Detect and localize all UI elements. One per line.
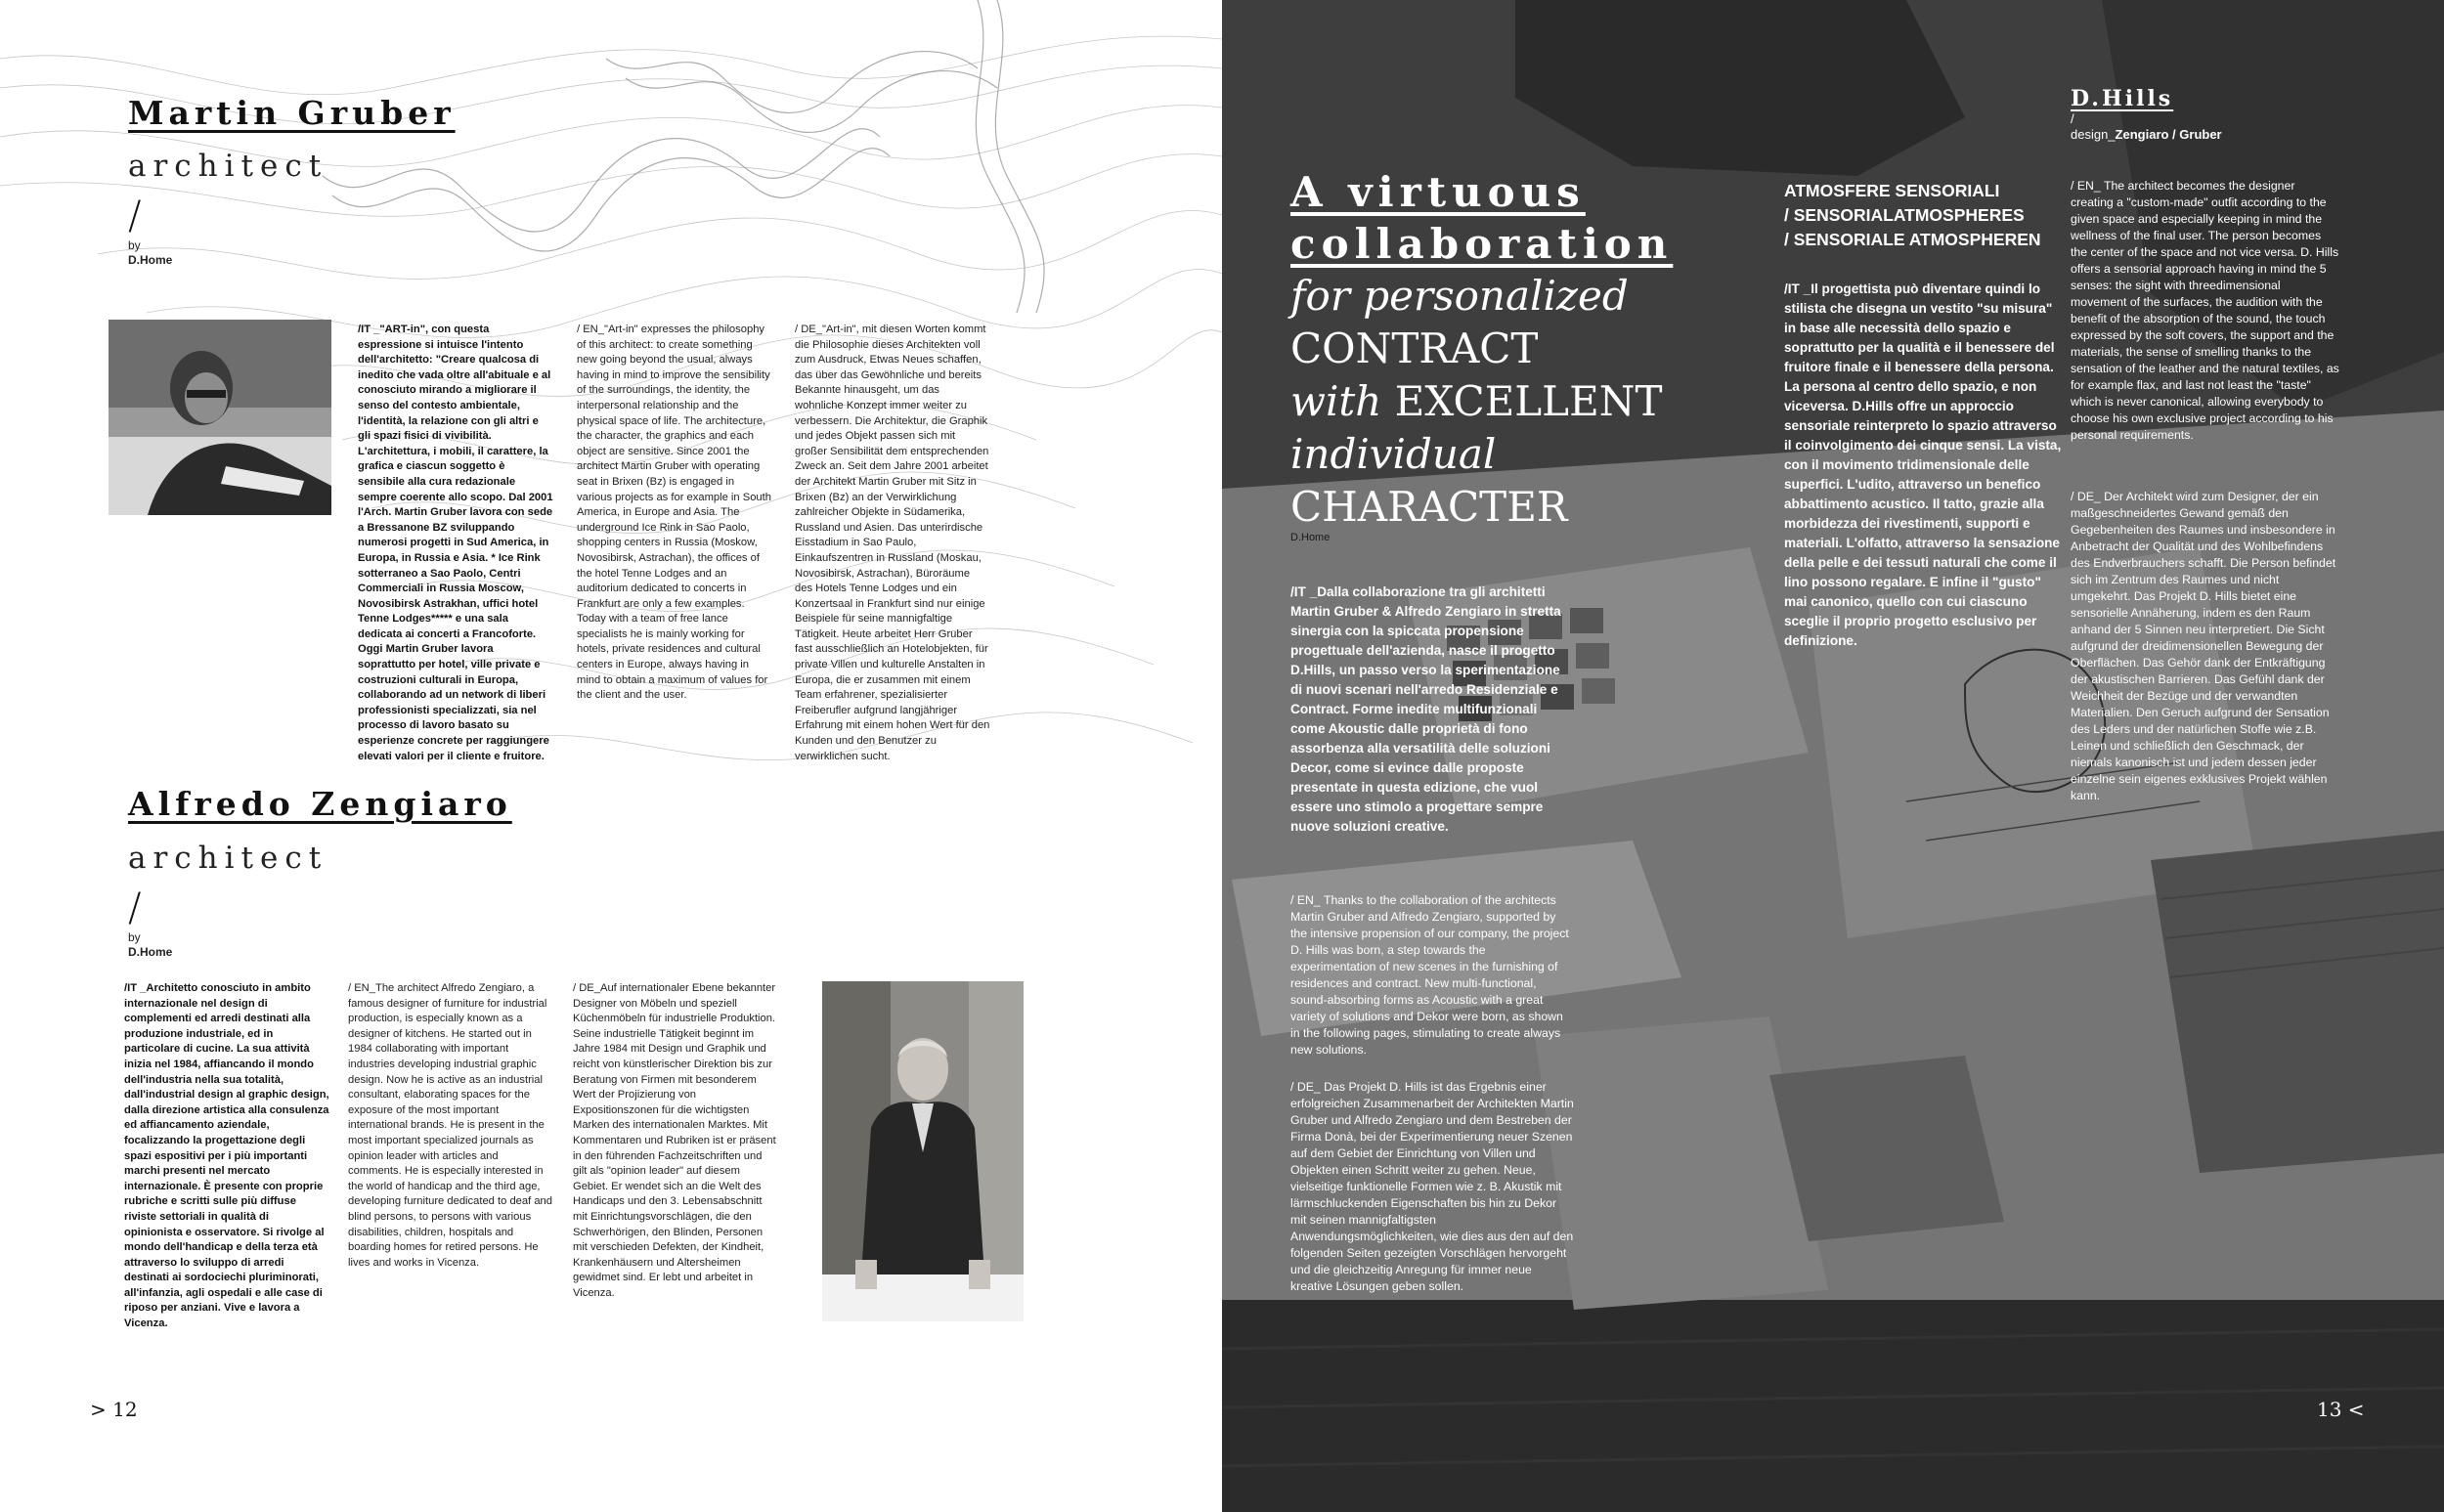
headline-line-7: CHARACTER <box>1290 483 1568 531</box>
headline-line-5 <box>1290 375 1673 428</box>
portrait-photo-gruber <box>109 320 331 515</box>
by-label: by <box>128 930 141 944</box>
by-brand: D.Home <box>128 253 173 267</box>
headline-line-5-italic: with <box>1290 377 1382 425</box>
byline-gruber <box>128 238 172 268</box>
headline-brand: D.Home <box>1290 532 1331 543</box>
gruber-bio-italian: /IT _"ART-in", con questa espressione si intuisce l'intento dell'architetto: "Creare qualcosa di inedito che vada oltre all'abituale e al conosciuto mirando a migliorare il senso del contesto ambientale, l'identità, la relazione con gli altri e gli spazi fisici di vivibilità. L'architettura, i mobili, il carattere, la grafica e ciascun soggetto è sensibile alla cura redazionale sempre coerente allo scopo. Dal 2001 l'Arch. Martin Gruber lavora con sede a Bressanone BZ sviluppando numerosi progetti in Sud America, in Europa, in Russia e Asia. * Ice Rink sotterraneo a Sao Paolo, Centri Commerciali in Russia Moscow, Novosibirsk Astrakhan, uffici hotel Tenne Lodges***** e una sala dedicata ai concerti a Francoforte. Oggi Martin Gruber lavora soprattutto per hotel, ville private e costruzioni culturali in Europa, collaborando ad un network di liberi professionisti specializzati, sia nel processo di lavoro basato su esperienze concrete per raggiungere elevati valori per il cliente e fruitore. <box>358 324 553 762</box>
sensorial-heading-line-3: / SENSORIALE ATMOSPHEREN <box>1784 230 2041 249</box>
sensorial-heading-line-1: ATMOSFERE SENSORIALI <box>1784 181 2000 200</box>
architect-name-gruber: Martin Gruber <box>128 94 456 132</box>
zengiaro-bio-english: / EN_The architect Alfredo Zengiaro, a famous designer of furniture for industrial production, is especially known as a designer of kitchens. He started out in 1984 collaborating with important industries developing industrial graphic design. Now he is active as an industrial consultant, elaborating spaces for the exposure of the most important international brands. He is present in the most important specialized journals as opinion leader with articles and comments. He is especially interested in the world of handicap and the third age, developing furniture dedicated to deaf and blind persons, to persons with various disabilities, children, hospitals and boarding homes for retired persons. He lives and works in Vicenza. <box>348 982 552 1269</box>
collaboration-text-english: / EN_ Thanks to the collaboration of the architects Martin Gruber and Alfredo Zengiaro, supported by the intensive propension of our company, the project D. Hills was born, a step towards the experimentation of new scenes in the furnishing of residences and contract. New multi-functional, sound-absorbing forms as Acoustic with a great variety of solutions and Dekor were born, as shown in the following pages, stimulating to create always new solutions. <box>1290 893 1569 1057</box>
gruber-bio-english: / EN_"Art-in" expresses the philosophy of this architect: to create something new going beyond the usual, always having in mind to improve the sensibility of the surroundings, the identity, the interpersonal relationship and the physical space of life. The architecture, the character, the graphics and each object are sensitive. Since 2001 the architect Martin Gruber with operating seat in Brixen (Bz) is engaged in various projects as for example in South America, in Europe and Asia. The underground Ice Rink in Sao Paolo, shopping centers in Russia (Moskow, Novosibirsk, Astrachan), the offices of the hotel Tenne Lodges and an auditorium dedicated to concerts in Frankfurt are only a few examples. Today with a team of free lance specialists he is mainly working for hotels, private residences and cultural centers in Europe, always having in mind to obtain a maximum of values for the client and the user. <box>577 324 771 702</box>
page-number-left: > 12 <box>90 1398 138 1421</box>
architect-name-zengiaro: Alfredo Zengiaro <box>128 785 512 823</box>
design-names: Zengiaro / Gruber <box>2115 127 2222 142</box>
headline <box>1290 166 1673 534</box>
collaboration-text-german: / DE_ Das Projekt D. Hills ist das Ergebnis einer erfolgreichen Zusammenarbeit der Architekten Martin Gruber und Alfredo Zengiaro und dem Bestreben der Firma Donà, bei der Experimentierung neuer Szenen auf dem Gebiet der Einrichtung von Villen und Objekten einen Schritt weiter zu gehen. Neue, vielseitige funktionelle Formen wie z. B. Akustik mit lärmschluckenden Eigenschaften bis hin zu Dekor mit seinen mannigfaltigsten Anwendungsmöglichkeiten, wie dies aus den auf den folgenden Seiten gezeigten Vorschlägen hervorgeht und die gleichzeitig Anregung für immer neue kreative Lösungen geben sollen. <box>1290 1080 1574 1293</box>
page-number-right: 13 < <box>2317 1398 2365 1421</box>
sensorial-heading <box>1784 179 2041 252</box>
headline-line-2: collaboration <box>1290 220 1674 268</box>
slash-divider-gruber: / <box>128 194 142 238</box>
sensorial-text-german: / DE_ Der Architekt wird zum Designer, der ein maßgeschneidertes Gewand gemäß den Gegebenheiten des Raumes und insbesondere in Anbetracht der Qualität und des Wohlbefindens des Endverbrauchers schafft. Die Person befindet sich im Zentrum des Raumes und nicht umgekehrt. Das Projekt D. Hills bietet eine sensorielle Annäherung, indem es den Raum anhand der 5 Sinnen neu interpretiert. Die Sicht aufgrund der dreidimensionellen Bewegung der Oberflächen. Das Gehör dank der Entkräftigung der akustischen Barrieren. Das Gefühl dank der Weichheit der Bezüge und der verwandten Materialien. Den Geruch aufgrund der Sensation des Leders und der natürlichen Stoffe wie z.B. Leinen und schließlich den Geschmack, der niemals kanonisch ist und jedem dessen jeder einzelne sein eigenes exklusives Projekt wählen kann. <box>2071 490 2336 802</box>
architect-role-zengiaro: architect <box>128 841 328 876</box>
design-prefix: design_ <box>2071 127 2116 142</box>
brand-block <box>2071 86 2222 142</box>
by-brand: D.Home <box>128 945 173 959</box>
sensorial-text-english: / EN_ The architect becomes the designer creating a "custom-made" outfit according to the given space and especially keeping in mind the wellness of the final user. The person becomes the center of the space and not vice versa. D. Hills offers a sensorial approach having in mind the 5 senses: the sight with threedimensional movement of the surfaces, the audition with the benefit of the absorption of the sound, the touch expressed by the soft covers, the support and the materials, the sense of smelling thanks to the sensation of the leather and the natural textiles, as for example flax, and last not least the "taste" which is never canonical, allowing everybody to choose his own exclusive project according to his personal requirements. <box>2071 179 2339 442</box>
sensorial-text-italian: /IT _Il progettista può diventare quindi lo stilista che disegna un vestito "su misura" in base alle necessità dello spazio e soprattutto per la qualità e il benessere del fruitore finale e il benessere della persona. La persona al centro dello spazio, e non viceversa. D.Hills offre un approccio sensoriale reinterpreto lo spazio attraverso il coinvolgimento dei cinque sensi. La vista, con il movimento tridimensionale delle superfici. L'udito, attraverso un benefico abbattimento acustico. Il tatto, grazie alla morbidezza dei rivestimenti, supporti e materiali. L'olfatto, attraverso la sensazione della pelle e dei tessuti naturali che come il lino possono regalare. E infine il "gusto" mai canonico, quello con cui ciascuno sceglie il proprio progetto esclusivo per definizione. <box>1784 281 2062 648</box>
portrait-photo-zengiaro <box>822 981 1024 1321</box>
slash-divider-zengiaro: / <box>128 886 142 930</box>
headline-line-1: A virtuous <box>1290 168 1586 216</box>
brand-design-credit <box>2071 127 2222 142</box>
sensorial-heading-line-2: / SENSORIALATMOSPHERES <box>1784 205 2025 225</box>
brand-name: D.Hills <box>2071 86 2174 111</box>
headline-line-3: for personalized <box>1290 272 1629 320</box>
zengiaro-bio-italian: /IT _Architetto conosciuto in ambito internazionale nel design di complementi ed arredi destinati alla produzione industriale, ed in particolare di cucine. La sua attività inizia nel 1984, affiancando il mondo dell'industria nella sua totalità, dall'industrial design al graphic design, dalla direzione artistica alla consulenza ed affiancamento aziendale, focalizzando la progettazione degli spazi espositivi per i più importanti marchi presenti nel mercato internazionale. È presente con proprie rubriche e scritti sulle più diffuse riviste settoriali in qualità di opinionista e osservatore. Si rivolge al mondo dell'handicap e della terza età attraverso lo sviluppo di arredi destinati ai sordociechi pluriminorati, all'infanzia, agli ospedali e alle case di riposo per anziani. Vive e lavora a Vicenza. <box>124 982 329 1330</box>
byline-zengiaro <box>128 930 172 960</box>
headline-line-4: CONTRACT <box>1290 324 1539 372</box>
headline-line-5-caps: EXCELLENT <box>1394 377 1663 425</box>
collaboration-text-italian: /IT _Dalla collaborazione tra gli architetti Martin Gruber & Alfredo Zengiaro in stretta sinergia con la spiccata propensione progettuale dell'azienda, nasce il progetto D.Hills, un passo verso la sperimentazione di nuovi scenari nell'arredo Residenziale e Contract. Forme inedite multifunzionali come Akoustic dalle proprietà di fono assorbenza alla versatilità delle soluzioni Decor, come si evince dalle proposte presentate in questa edizione, che vuol essere uno stimolo a progettare sempre nuove soluzioni creative. <box>1290 584 1561 834</box>
zengiaro-bio-german: / DE_Auf internationaler Ebene bekannter Designer von Möbeln und speziell Küchenmöbeln für industrielle Produktion. Seine industrielle Tätigkeit beginnt im Jahre 1984 mit Design und Graphik und reicht von künstlerischer Direktion bis zur Beratung von Firmen mit besonderem Wert der Projizierung von Expositionszonen für die wichtigsten Marken des internationalen Marktes. Mit Kommentaren und Rubriken ist er präsent in den führenden Fachzeitschriften und gilt als "opinion leader" auf diesem Gebiet. Er wendet sich an die Welt des Handicaps und den 3. Lebensabschnitt mit Einrichtungsvorschlägen, die den Schwerhörigen, den Blinden, Personen mit verschieden Defekten, der Kindheit, Krankenhäusern und Altersheimen gewidmet sind. Er lebt und arbeitet in Vicenza. <box>573 982 776 1299</box>
by-label: by <box>128 238 141 252</box>
brand-slash: / <box>2071 111 2074 126</box>
gruber-bio-german: / DE_"Art-in", mit diesen Worten kommt die Philosophie dieses Architekten voll zum Ausdruck, Etwas Neues schaffen, das über das Gewöhnliche und bereits Bekannte hinausgeht, um das wohnliche Konzept immer weiter zu verbessern. Die Architektur, die Graphik und jedes Objekt passen sich mit großer Sensibilität dem entsprechenden Zweck an. Seit dem Jahre 2001 arbeitet der Architekt Martin Gruber mit Sitz in Brixen (Bz) an der Verwirklichung zahlreicher Objekte in Südamerika, Russland und Asien. Das unterirdische Eisstadium in Sao Paulo, Einkaufszentren in Russland (Moskau, Novosibirsk, Astrachan), Büroräume des Hotels Tenne Lodges und ein Konzertsaal in Frankfurt sind nur einige Beispiele für seine mannigfaltige Tätigkeit. Heute arbeitet Herr Gruber fast ausschließlich an Hotelobjekten, für private Villen und kulturelle Anstalten in Europa, die er zusammen mit einem Team erfahrener, spezialisierter Freiberufler aufgrund langjähriger Erfahrung mit einem hohen Wert für den Kunden und den Benutzer zu verwirklichen sucht. <box>795 324 990 762</box>
right-page <box>1222 0 2444 1512</box>
architect-role-gruber: architect <box>128 149 328 184</box>
headline-line-6: individual <box>1290 430 1497 478</box>
